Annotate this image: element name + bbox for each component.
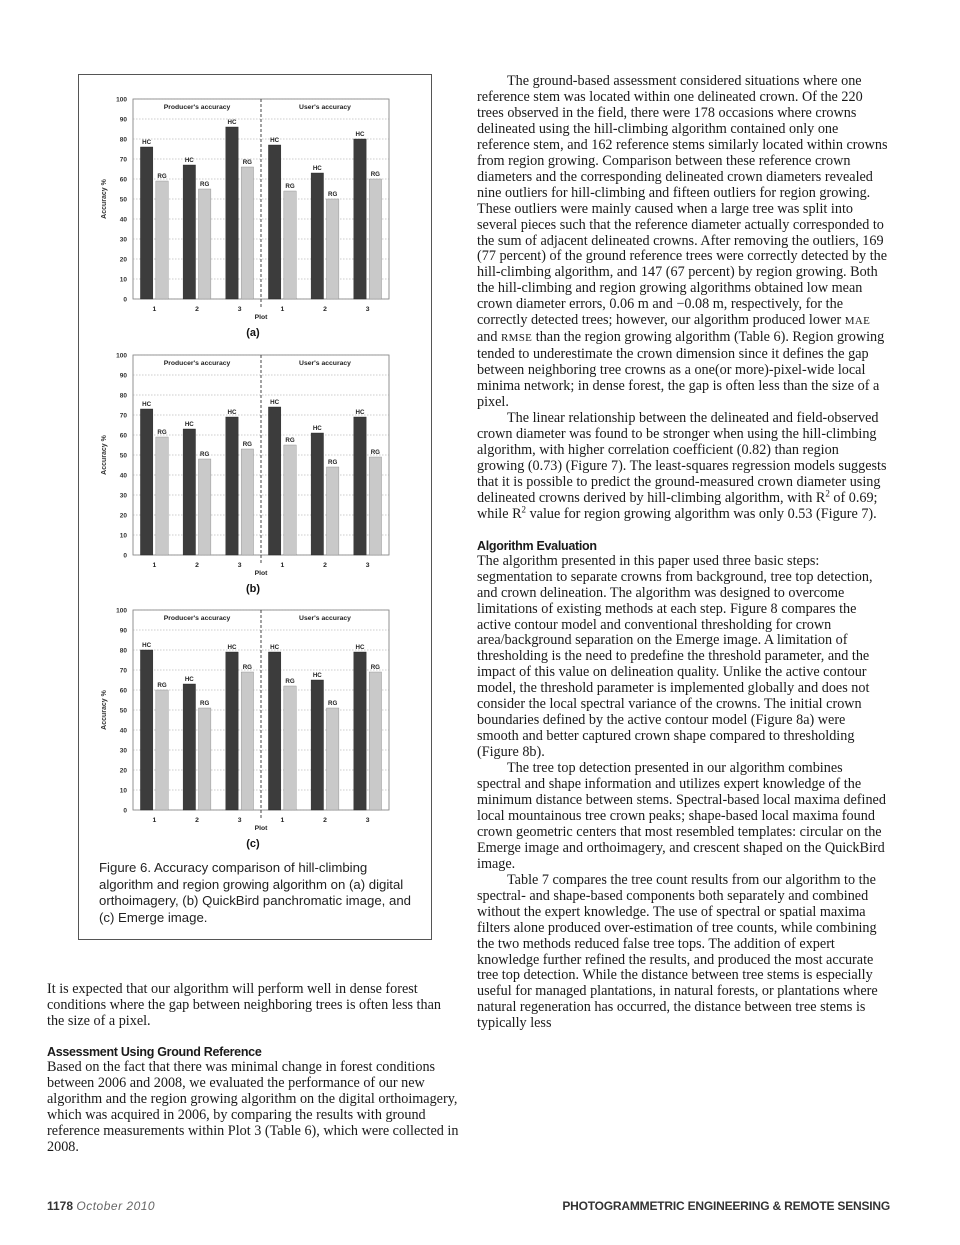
x-tick-label: 1 bbox=[152, 306, 157, 313]
section-heading: Assessment Using Ground Reference bbox=[47, 1044, 262, 1059]
y-tick-label: 0 bbox=[123, 807, 127, 815]
bar-hc bbox=[226, 127, 238, 299]
x-tick-label: 2 bbox=[195, 817, 199, 824]
y-axis-label: Accuracy % bbox=[101, 690, 108, 730]
bar-rg bbox=[284, 686, 296, 810]
bar-hc bbox=[140, 650, 152, 810]
x-tick-label: 3 bbox=[365, 306, 370, 313]
bar-rg bbox=[199, 189, 211, 299]
y-axis-label: Accuracy % bbox=[101, 179, 108, 219]
x-tick-label: 1 bbox=[280, 817, 285, 824]
group-label: Producer's accuracy bbox=[163, 104, 231, 111]
bar-label-rg: RG bbox=[242, 159, 252, 166]
y-tick-label: 40 bbox=[119, 727, 127, 735]
x-tick-label: 2 bbox=[195, 562, 199, 569]
paragraph: Table 7 compares the tree count results from our algorithm to the spectral- and shape-based components both separately and combined without the expert knowledge. The use of spectral or spatial maxima filters alone produced over-estimation of tree counts, while combining the two methods reduced false tree tops. The addition of expert knowledge further refined the results, and produced the most accurate tree top detection. While the distance between tree stems is especially useful for managed plantations, in natural forests, or plantations where natural regeneration has occurred, the distance between tree stems is typically less bbox=[477, 871, 878, 1032]
bar-rg bbox=[284, 191, 296, 299]
bar-label-rg: RG bbox=[328, 191, 338, 198]
chart-b bbox=[79, 345, 433, 605]
group-label: User's accuracy bbox=[299, 360, 351, 367]
bar-label-hc: HC bbox=[312, 165, 322, 172]
bar-hc bbox=[268, 145, 280, 299]
x-tick-label: 1 bbox=[280, 306, 285, 313]
paragraph: The ground-based assessment considered situations where one reference stem was located within one delineated crown. Of the 220 trees observed in the field, there were 178 occasions where crowns delineated using the hill-climbing algorithm contained only one reference stem, and 162 reference stems similarly located within crowns from region growing. Comparison between these reference crown diameters and the corresponding delineated crown diameters revealed nine outliers for hill-climbing and fifteen outliers for region growing. These outliers were mainly caused when a large tree was split into several pieces such that the reference diameter actually corresponded to the sum of adjacent delineated crowns. After removing the outliers, 169 (77 percent) of the ground reference trees were correctly detected by the hill-climbing algorithm, and 147 (67 percent) by region growing. Both the hill-climbing and region growing algorithms obtained low mean crown diameter errors, 0.06 m and −0.08 m, respectively, for the correctly detected trees; however, our algorithm produced lower MAE and RMSE than the region growing algorithm (Table 6). Region growing tended to underestimate the crown dimension since it defines the gap between neighboring tree crowns as a one(or more)-pixel-wide local minima network; in dense forest, the gap is often less than the size of a pixel. bbox=[477, 73, 888, 411]
bar-label-hc: HC bbox=[142, 401, 152, 408]
bar-hc bbox=[311, 173, 323, 299]
bar-label-hc: HC bbox=[184, 421, 194, 428]
y-tick-label: 80 bbox=[119, 392, 127, 400]
bar-label-hc: HC bbox=[270, 644, 280, 651]
bar-hc bbox=[183, 165, 195, 299]
y-tick-label: 70 bbox=[119, 156, 127, 164]
y-tick-label: 100 bbox=[116, 352, 127, 360]
bar-label-hc: HC bbox=[227, 119, 237, 126]
bar-label-rg: RG bbox=[200, 451, 210, 458]
y-tick-label: 100 bbox=[116, 607, 127, 615]
x-tick-label: 3 bbox=[237, 562, 242, 569]
bar-label-rg: RG bbox=[285, 678, 295, 685]
bar-rg bbox=[327, 708, 339, 810]
x-tick-label: 3 bbox=[365, 817, 370, 824]
y-tick-label: 20 bbox=[119, 512, 127, 520]
bar-hc bbox=[226, 417, 238, 555]
y-tick-label: 60 bbox=[119, 687, 127, 695]
figure-6 bbox=[78, 74, 432, 940]
x-tick-label: 3 bbox=[365, 562, 370, 569]
page-number: 1178 bbox=[47, 1199, 74, 1213]
left-column-text bbox=[47, 982, 461, 1156]
y-tick-label: 80 bbox=[119, 136, 127, 144]
bar-label-hc: HC bbox=[142, 139, 152, 146]
bar-label-hc: HC bbox=[355, 644, 365, 651]
y-tick-label: 30 bbox=[119, 747, 127, 755]
bar-hc bbox=[311, 433, 323, 555]
bar-label-hc: HC bbox=[312, 425, 322, 432]
bar-hc bbox=[140, 147, 152, 299]
y-tick-label: 80 bbox=[119, 647, 127, 655]
y-tick-label: 0 bbox=[123, 552, 127, 560]
bar-rg bbox=[369, 457, 381, 555]
bar-label-rg: RG bbox=[157, 429, 167, 436]
panel-label: (a) bbox=[246, 327, 260, 339]
bar-label-hc: HC bbox=[312, 672, 322, 679]
y-tick-label: 10 bbox=[119, 787, 127, 795]
y-tick-label: 70 bbox=[119, 412, 127, 420]
x-tick-label: 2 bbox=[323, 817, 327, 824]
bar-label-hc: HC bbox=[227, 644, 237, 651]
bar-label-hc: HC bbox=[184, 676, 194, 683]
panel-label: (c) bbox=[246, 838, 260, 850]
bar-label-rg: RG bbox=[242, 664, 252, 671]
y-tick-label: 50 bbox=[119, 196, 127, 204]
bar-rg bbox=[156, 181, 168, 299]
right-column-text bbox=[477, 74, 889, 1032]
bar-hc bbox=[354, 652, 366, 810]
y-tick-label: 30 bbox=[119, 236, 127, 244]
x-tick-label: 2 bbox=[195, 306, 199, 313]
bar-hc bbox=[140, 409, 152, 555]
bar-label-rg: RG bbox=[370, 171, 380, 178]
bar-label-hc: HC bbox=[355, 131, 365, 138]
bar-label-rg: RG bbox=[157, 682, 167, 689]
journal-name: PHOTOGRAMMETRIC ENGINEERING & REMOTE SENSING bbox=[562, 1199, 890, 1213]
bar-label-hc: HC bbox=[142, 642, 152, 649]
bar-hc bbox=[354, 139, 366, 299]
bar-label-hc: HC bbox=[227, 409, 237, 416]
y-tick-label: 20 bbox=[119, 256, 127, 264]
x-axis-label: Plot bbox=[254, 314, 268, 321]
bar-rg bbox=[199, 708, 211, 810]
bar-hc bbox=[354, 417, 366, 555]
bar-label-rg: RG bbox=[370, 449, 380, 456]
y-tick-label: 40 bbox=[119, 472, 127, 480]
bar-rg bbox=[327, 467, 339, 555]
y-tick-label: 0 bbox=[123, 296, 127, 304]
bar-label-hc: HC bbox=[184, 157, 194, 164]
bar-hc bbox=[183, 429, 195, 555]
y-tick-label: 10 bbox=[119, 532, 127, 540]
paragraph: It is expected that our algorithm will perform well in dense forest conditions where the gap between neighboring trees is often less than the size of a pixel. bbox=[47, 981, 441, 1029]
bar-rg bbox=[284, 445, 296, 555]
y-tick-label: 20 bbox=[119, 767, 127, 775]
bar-rg bbox=[199, 459, 211, 555]
y-axis-label: Accuracy % bbox=[101, 435, 108, 475]
group-label: User's accuracy bbox=[299, 615, 351, 622]
x-axis-label: Plot bbox=[254, 825, 268, 832]
group-label: Producer's accuracy bbox=[163, 360, 231, 367]
paragraph: The tree top detection presented in our algorithm combines spectral and shape information and utilizes expert knowledge of the minimum distance between stems. Spectral-based local maxima defined local mountainous tree crown peaks; shape-based local maxima found crown geometric centers that most resembled templates: circular on the Emerge image and orthoimagery, and crescent shaped on the QuickBird image. bbox=[477, 760, 886, 872]
paragraph: The linear relationship between the delineated and field-observed crown diameter was found to be stronger when using the hill-climbing algorithm, with higher correlation coefficient (0.82) than region growing (0.73) (Figure 7). The least-squares regression models suggests that it is possible to predict the ground-measured crown diameter using delineated crowns derived by hill-climbing algorithm, with $R^2$ of 0.69; while $R^2$ value for region growing algorithm was only 0.53 (Figure 7). bbox=[477, 410, 887, 522]
bar-hc bbox=[311, 680, 323, 810]
bar-rg bbox=[369, 179, 381, 299]
x-tick-label: 1 bbox=[152, 562, 157, 569]
bar-label-rg: RG bbox=[328, 700, 338, 707]
bar-rg bbox=[369, 672, 381, 810]
y-tick-label: 50 bbox=[119, 452, 127, 460]
x-tick-label: 3 bbox=[237, 817, 242, 824]
page-footer-left bbox=[47, 1199, 155, 1213]
chart-c bbox=[79, 600, 433, 860]
x-tick-label: 1 bbox=[280, 562, 285, 569]
bar-rg bbox=[241, 449, 253, 555]
bar-hc bbox=[268, 652, 280, 810]
bar-label-rg: RG bbox=[200, 181, 210, 188]
chart-a bbox=[79, 89, 433, 349]
issue-date: October 2010 bbox=[76, 1199, 156, 1213]
bar-rg bbox=[156, 437, 168, 555]
figure-caption: Figure 6. Accuracy comparison of hill-climbing algorithm and region growing algorithm on (a) digital orthoimagery, (b) QuickBird panchromatic image, and (c) Emerge image. bbox=[99, 860, 411, 925]
y-tick-label: 60 bbox=[119, 176, 127, 184]
y-tick-label: 60 bbox=[119, 432, 127, 440]
bar-label-rg: RG bbox=[285, 437, 295, 444]
bar-label-hc: HC bbox=[270, 399, 280, 406]
x-tick-label: 3 bbox=[237, 306, 242, 313]
paragraph: The algorithm presented in this paper used three basic steps: segmentation to separate crowns from background, tree top detection, and crown delineation. The algorithm was designed to overcome limitations of existing methods at each step. Figure 8 compares the active contour model and conventional thresholding for crown area/background separation on the Emerge image. A limitation of thresholding is the need to predefine the threshold parameter, and the impact of this value on delineation quality. Unlike the active contour model, the threshold parameter is implemented globally and does not consider the local spectral variance of the crowns. The initial crown boundaries defined by the active contour model (Figure 8a) were smooth and better captured crown shape compared to thresholding (Figure 8b). bbox=[477, 552, 873, 761]
y-tick-label: 90 bbox=[119, 116, 127, 124]
bar-label-rg: RG bbox=[328, 459, 338, 466]
bar-label-rg: RG bbox=[157, 173, 167, 180]
group-label: User's accuracy bbox=[299, 104, 351, 111]
bar-label-hc: HC bbox=[355, 409, 365, 416]
y-tick-label: 100 bbox=[116, 96, 127, 104]
bar-label-rg: RG bbox=[370, 664, 380, 671]
x-tick-label: 2 bbox=[323, 306, 327, 313]
y-tick-label: 70 bbox=[119, 667, 127, 675]
bar-rg bbox=[241, 167, 253, 299]
bar-label-rg: RG bbox=[242, 441, 252, 448]
bar-label-rg: RG bbox=[200, 700, 210, 707]
y-tick-label: 50 bbox=[119, 707, 127, 715]
bar-hc bbox=[268, 407, 280, 555]
bar-rg bbox=[327, 199, 339, 299]
y-tick-label: 90 bbox=[119, 627, 127, 635]
y-tick-label: 40 bbox=[119, 216, 127, 224]
group-label: Producer's accuracy bbox=[163, 615, 231, 622]
y-tick-label: 10 bbox=[119, 276, 127, 284]
x-tick-label: 1 bbox=[152, 817, 157, 824]
y-tick-label: 90 bbox=[119, 372, 127, 380]
section-heading: Algorithm Evaluation bbox=[477, 538, 597, 553]
bar-label-rg: RG bbox=[285, 183, 295, 190]
paragraph: Based on the fact that there was minimal change in forest conditions between 2006 and 2008, we evaluated the performance of our new algorithm and the region growing algorithm on the digital orthoimagery, which was acquired in 2006, by comparing the results with ground reference measurements within Plot 3 (Table 6), which were collected in 2008. bbox=[47, 1058, 459, 1155]
panel-label: (b) bbox=[245, 583, 261, 595]
bar-rg bbox=[156, 690, 168, 810]
bar-hc bbox=[226, 652, 238, 810]
bar-label-hc: HC bbox=[270, 137, 280, 144]
x-axis-label: Plot bbox=[254, 570, 268, 577]
y-tick-label: 30 bbox=[119, 492, 127, 500]
x-tick-label: 2 bbox=[323, 562, 327, 569]
bar-rg bbox=[241, 672, 253, 810]
bar-hc bbox=[183, 684, 195, 810]
